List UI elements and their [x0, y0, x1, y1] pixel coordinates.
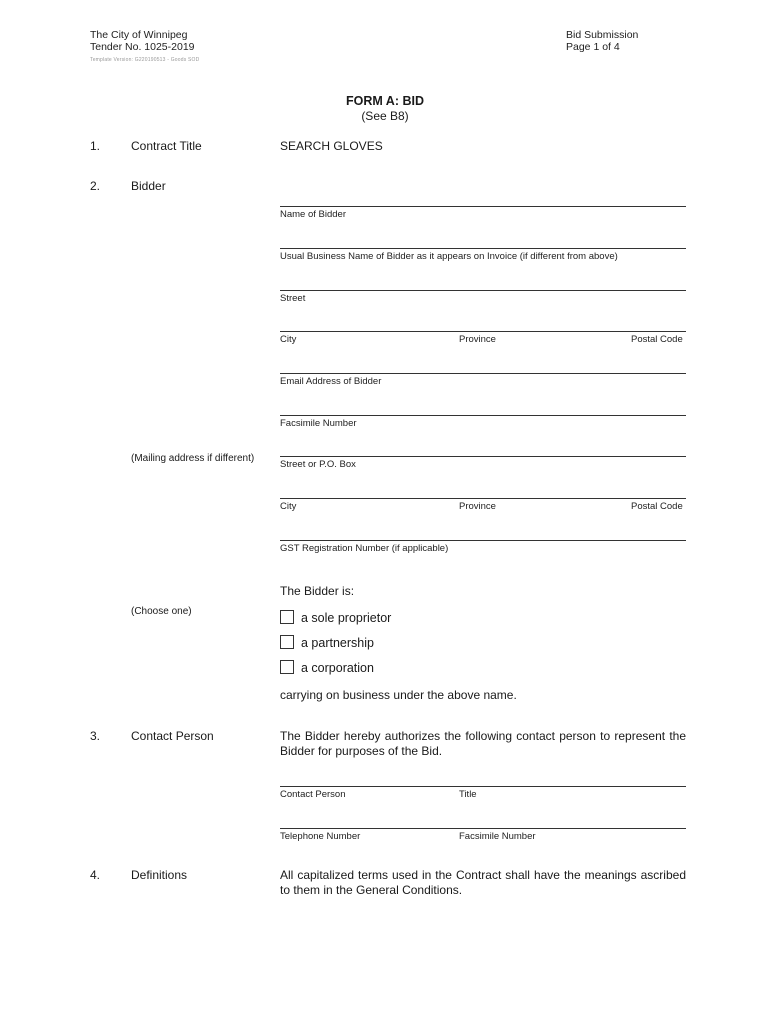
header-tender-number: Tender No. 1025-2019: [90, 41, 195, 53]
corporation-checkbox[interactable]: [280, 660, 294, 674]
contact-authorization-text: The Bidder hereby authorizes the following contact person to represent the Bidder for purposes of the Bid.: [280, 729, 686, 758]
contract-title-value: SEARCH GLOVES: [280, 139, 383, 153]
contact-title-caption: Title: [459, 789, 477, 800]
header-template-version: Template Version: G220190513 - Goods SOD: [90, 57, 200, 63]
partnership-checkbox[interactable]: [280, 635, 294, 649]
choose-one-note: (Choose one): [131, 606, 192, 617]
mailing-province-caption: Province: [459, 501, 496, 512]
carrying-on-business-text: carrying on business under the above name.: [280, 688, 517, 702]
section-4-label: Definitions: [131, 868, 188, 882]
header-page-number: Page 1 of 4: [566, 41, 620, 53]
street-caption: Street: [280, 293, 306, 304]
gst-line[interactable]: [280, 540, 686, 541]
mailing-postal-code-caption: Postal Code: [631, 501, 683, 512]
city-caption: City: [280, 334, 297, 345]
section-3-number: 3.: [90, 729, 101, 743]
section-1-label: Contract Title: [131, 139, 202, 153]
mailing-street-line[interactable]: [280, 456, 686, 457]
city-line[interactable]: [280, 331, 686, 332]
contact-person-line[interactable]: [280, 786, 686, 787]
section-2-label: Bidder: [131, 179, 166, 193]
gst-caption: GST Registration Number (if applicable): [280, 543, 449, 554]
business-name-caption: Usual Business Name of Bidder as it appears on Invoice (if different from above): [280, 251, 618, 262]
bidder-name-caption: Name of Bidder: [280, 209, 347, 220]
business-name-line[interactable]: [280, 248, 686, 249]
street-line[interactable]: [280, 290, 686, 291]
mailing-city-line[interactable]: [280, 498, 686, 499]
contact-phone-line[interactable]: [280, 828, 686, 829]
email-line[interactable]: [280, 373, 686, 374]
partnership-label: a partnership: [301, 636, 374, 650]
section-3-label: Contact Person: [131, 729, 214, 743]
postal-code-caption: Postal Code: [631, 334, 683, 345]
section-4-number: 4.: [90, 868, 101, 882]
telephone-caption: Telephone Number: [280, 831, 361, 842]
province-caption: Province: [459, 334, 496, 345]
header-bid-submission: Bid Submission: [566, 29, 639, 41]
form-title: FORM A: BID: [346, 94, 424, 108]
bidder-name-line[interactable]: [280, 206, 686, 207]
fax-line[interactable]: [280, 415, 686, 416]
contact-fax-caption: Facsimile Number: [459, 831, 536, 842]
section-2-number: 2.: [90, 179, 101, 193]
bidder-is-heading: The Bidder is:: [280, 584, 355, 598]
section-1-number: 1.: [90, 139, 101, 153]
fax-caption: Facsimile Number: [280, 418, 357, 429]
contact-person-caption: Contact Person: [280, 789, 346, 800]
corporation-label: a corporation: [301, 661, 374, 675]
form-subtitle: (See B8): [361, 109, 409, 123]
mailing-address-note: (Mailing address if different): [131, 453, 255, 464]
mailing-city-caption: City: [280, 501, 297, 512]
email-caption: Email Address of Bidder: [280, 376, 382, 387]
definitions-text: All capitalized terms used in the Contract shall have the meanings ascribed to them in the General Conditions.: [280, 868, 686, 897]
sole-proprietor-checkbox[interactable]: [280, 610, 294, 624]
mailing-street-caption: Street or P.O. Box: [280, 459, 356, 470]
header-org: The City of Winnipeg: [90, 29, 188, 41]
sole-proprietor-label: a sole proprietor: [301, 611, 392, 625]
